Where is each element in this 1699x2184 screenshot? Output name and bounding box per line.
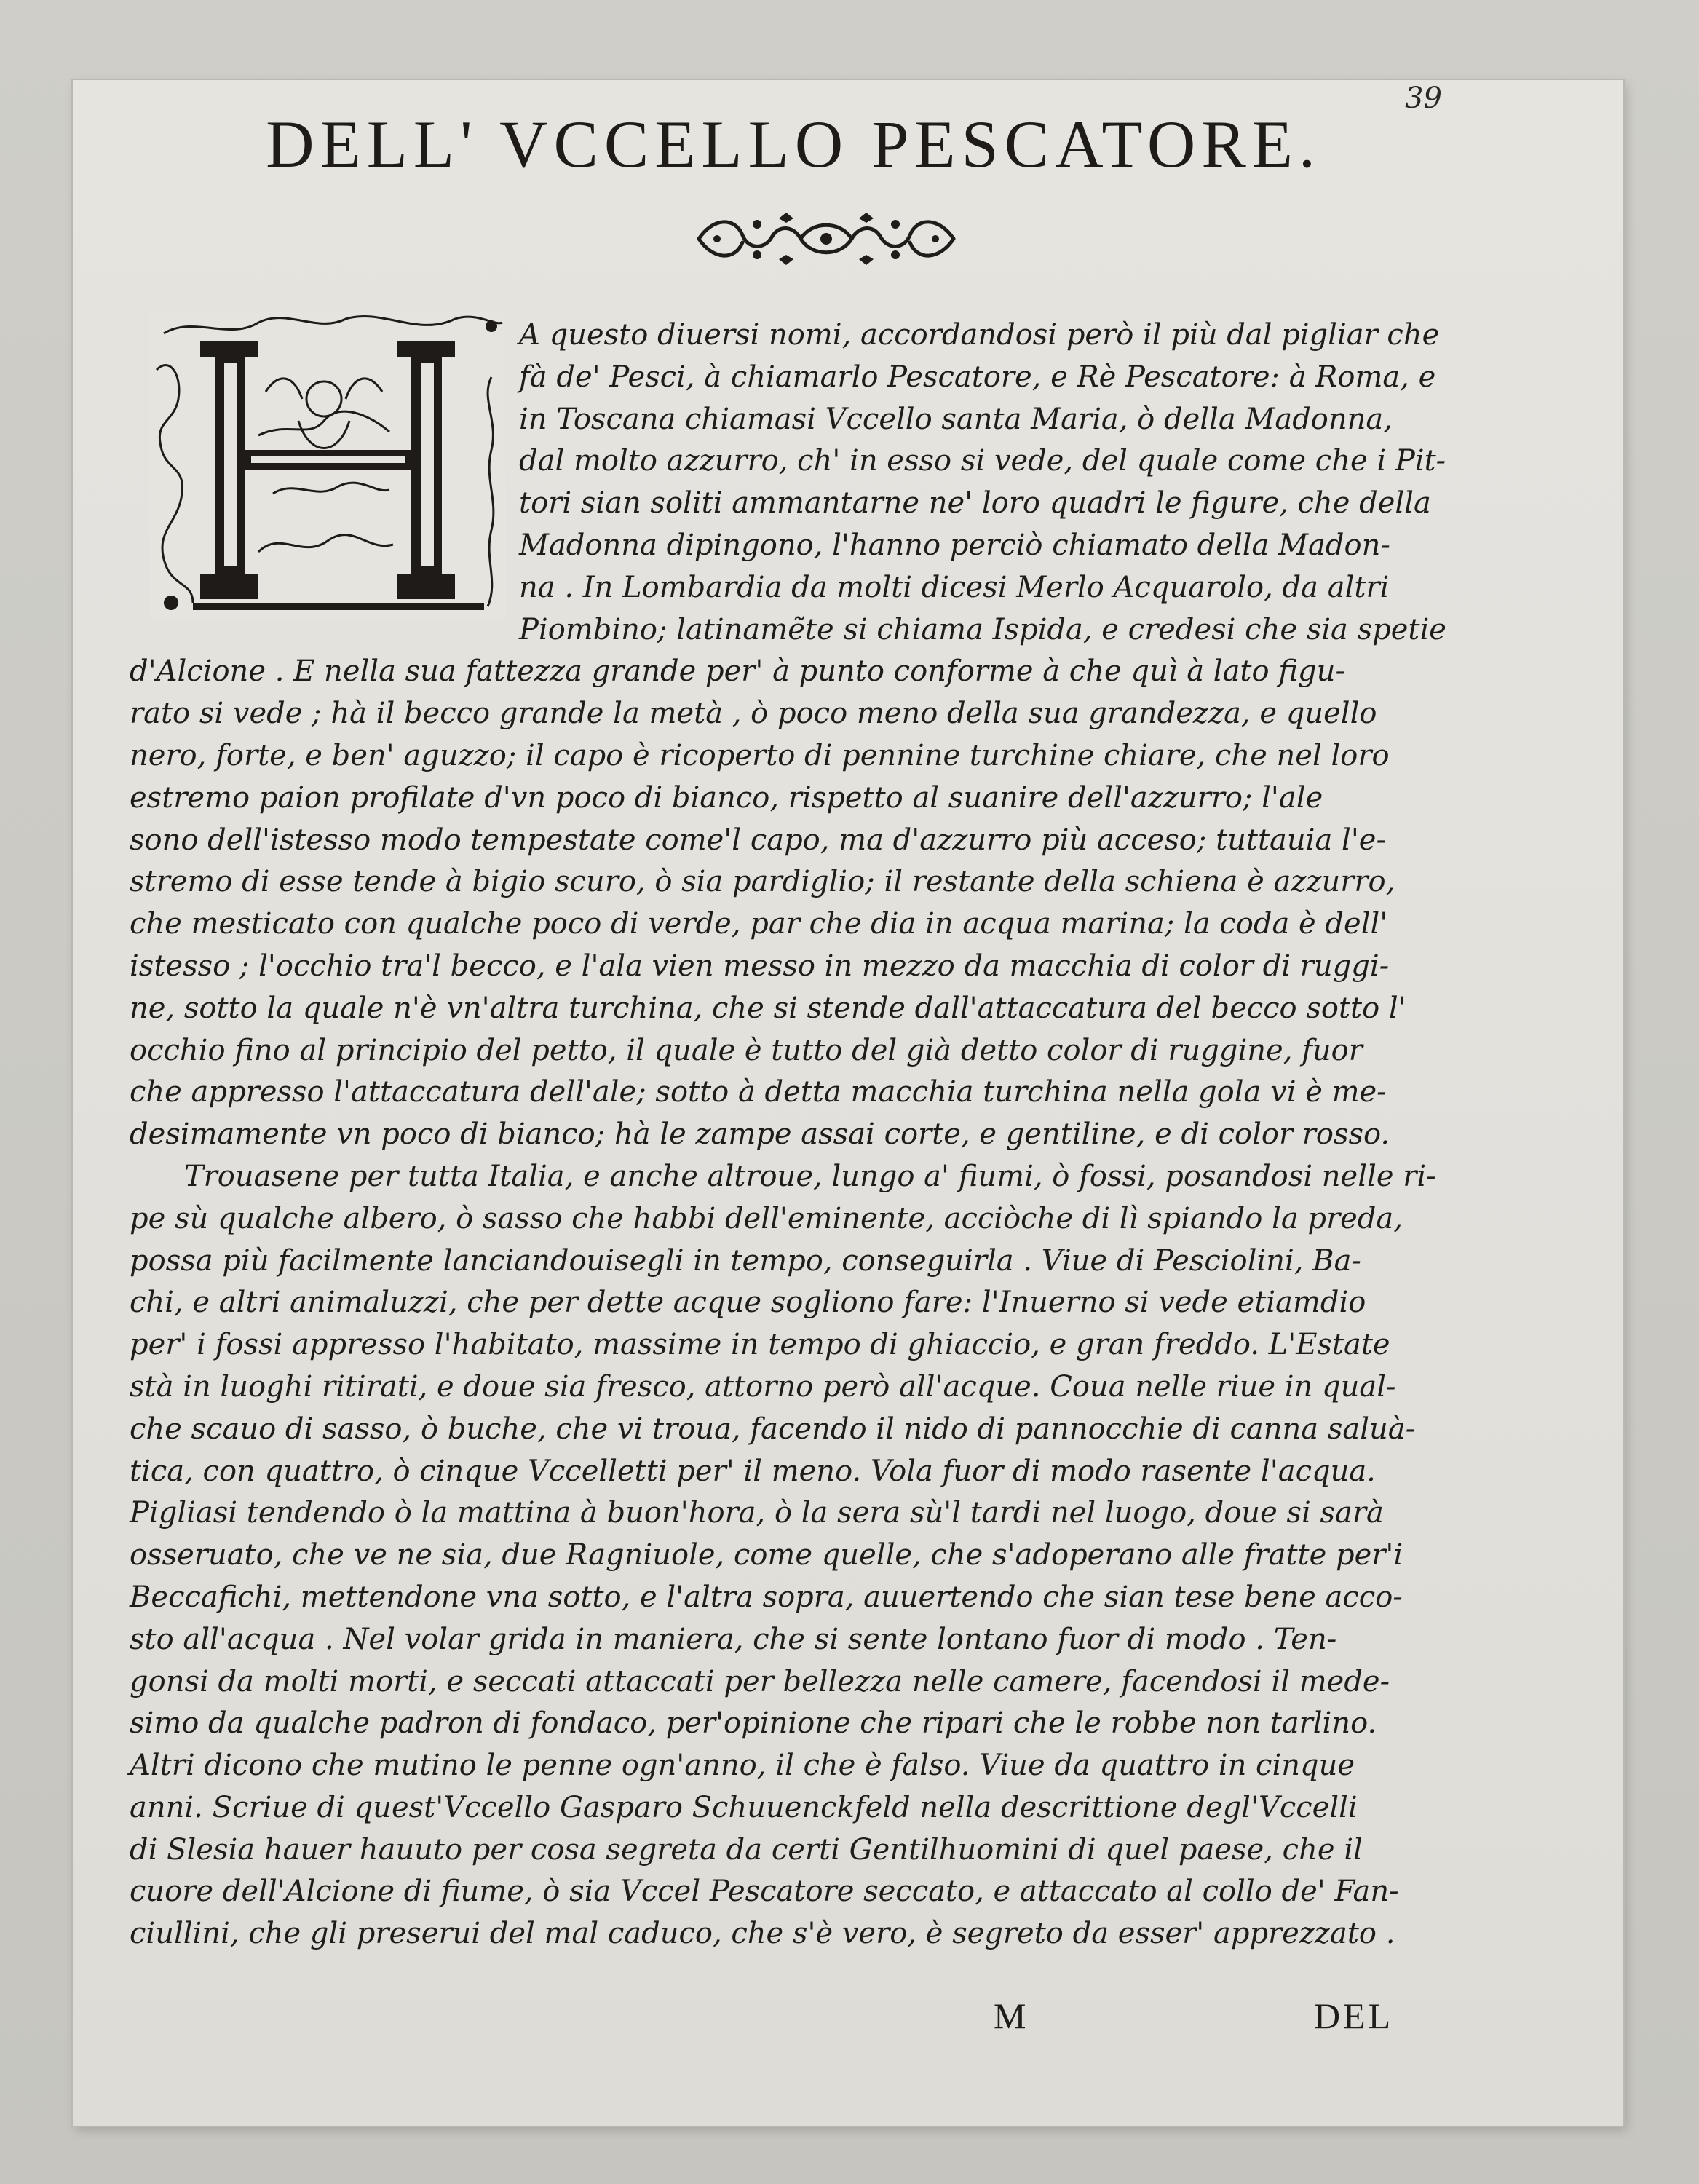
- text-line: istesso ; l'occhio tra'l becco, e l'ala vien messo in mezzo da macchia di color di ruggi-: [130, 949, 1390, 983]
- text-line: Trouasene per tutta Italia, e anche altroue, lungo a' fiumi, ò fossi, posandosi nelle ri-: [184, 1159, 1436, 1193]
- text-line: rato si vede ; hà il becco grande la metà , ò poco meno della sua grandezza, e quello: [130, 697, 1377, 731]
- catchword: DEL: [1314, 1995, 1394, 2036]
- text-line: desimamente vn poco di bianco; hà le zampe assai corte, e gentiline, e di color rosso.: [130, 1117, 1390, 1152]
- text-line: na . In Lombardia da molti dicesi Merlo Acquarolo, da altri: [519, 570, 1390, 604]
- ornament-icon: [684, 210, 968, 268]
- text-line: fà de' Pesci, à chiamarlo Pescatore, e Rè Pescatore: à Roma, e: [519, 360, 1436, 394]
- text-line: chi, e altri animaluzzi, che per dette acque sogliono fare: l'Inuerno si vede etiamdio: [130, 1286, 1366, 1320]
- text-line: per' i fossi appresso l'habitato, massime in tempo di ghiaccio, e gran freddo. L'Estate: [130, 1328, 1390, 1362]
- text-line: d'Alcione . E nella sua fattezza grande per' à punto conforme à che quì à lato figu-: [130, 654, 1345, 689]
- text-line: pe sù qualche albero, ò sasso che habbi dell'eminente, acciòche di lì spiando la preda,: [130, 1201, 1403, 1235]
- text-line: dal molto azzurro, ch' in esso si vede, del quale come che i Pit-: [519, 444, 1446, 478]
- text-line: estremo paion profilate d'vn poco di bianco, rispetto al suanire dell'azzurro; l'ale: [130, 780, 1323, 815]
- text-line: sono dell'istesso modo tempestate come'l capo, ma d'azzurro più acceso; tuttauia l'e-: [130, 823, 1386, 857]
- text-line: Pigliasi tendendo ò la mattina à buon'hora, ò la sera sù'l tardi nel luogo, doue si sarà: [130, 1496, 1384, 1530]
- text-line: Beccafichi, mettendone vna sotto, e l'altra sopra, auuertendo che sian tese bene acco-: [130, 1580, 1403, 1614]
- text-line: tica, con quattro, ò cinque Vccelletti per' il meno. Vola fuor di modo rasente l'acqua.: [130, 1454, 1376, 1488]
- text-line: nero, forte, e ben' aguzzo; il capo è ricoperto di pennine turchine chiare, che nel loro: [130, 738, 1390, 772]
- page-number: 39: [1405, 82, 1442, 115]
- text-line: gonsi da molti morti, e seccati attaccati per bellezza nelle camere, facendosi il mede-: [130, 1664, 1390, 1698]
- text-line: ciullini, che gli preserui del mal caduco, che s'è vero, è segreto da esser' apprezzato .: [130, 1917, 1395, 1951]
- text-line: anni. Scriue di quest'Vccello Gasparo Schuuenckfeld nella descrittione degl'Vccelli: [130, 1790, 1358, 1824]
- text-line: stà in luoghi ritirati, e doue sia fresco, attorno però all'acque. Coua nelle riue in qual-: [130, 1369, 1396, 1404]
- text-line: che scauo di sasso, ò buche, che vi troua, facendo il nido di pannocchie di canna saluà-: [130, 1412, 1416, 1446]
- text-line: occhio fino al principio del petto, il quale è tutto del già detto color di ruggine, fuor: [130, 1033, 1363, 1067]
- text-line: stremo di esse tende à bigio scuro, ò sia pardiglio; il restante della schiena è azzurro,: [130, 865, 1395, 899]
- text-line: osseruato, che ve ne sia, due Ragniuole, come quelle, che s'adoperano alle fratte per'i: [130, 1538, 1403, 1572]
- text-line: tori sian soliti ammantarne ne' loro quadri le figure, che della: [519, 486, 1431, 521]
- signature-mark: M: [994, 1995, 1026, 2036]
- text-line: che appresso l'attaccatura dell'ale; sotto à detta macchia turchina nella gola vi è me-: [130, 1075, 1387, 1109]
- text-line: cuore dell'Alcione di fiume, ò sia Vccel Pescatore seccato, e attaccato al collo de' Fan-: [130, 1875, 1399, 1909]
- text-line: A questo diuersi nomi, accordandosi però il più dal pigliar che: [519, 318, 1440, 352]
- text-line: possa più facilmente lanciandouisegli in tempo, conseguirla . Viue di Pesciolini, Ba-: [130, 1243, 1361, 1278]
- text-line: ne, sotto la quale n'è vn'altra turchina, che si stende dall'attaccatura del becco sotto l': [130, 991, 1406, 1025]
- page-title: DELL' VCCELLO PESCATORE.: [266, 107, 1321, 181]
- text-line: Piombino; latinamẽte si chiama Ispida, e credesi che sia spetie: [519, 612, 1446, 646]
- body-text: [130, 314, 1489, 1955]
- text-line: che mesticato con qualche poco di verde, par che dia in acqua marina; la coda è dell': [130, 907, 1388, 941]
- text-line: simo da qualche padron di fondaco, per'opinione che ripari che le robbe non tarlino.: [130, 1706, 1377, 1741]
- text-line: Madonna dipingono, l'hanno perciò chiamato della Madon-: [519, 528, 1390, 562]
- text-line: Altri dicono che mutino le penne ogn'anno, il che è falso. Viue da quattro in cinque: [130, 1749, 1355, 1783]
- text-line: in Toscana chiamasi Vccello santa Maria, ò della Madonna,: [519, 402, 1393, 436]
- text-line: di Slesia hauer hauuto per cosa segreta da certi Gentilhuomini di quel paese, che il: [130, 1832, 1363, 1867]
- text-line: sto all'acqua . Nel volar grida in maniera, che si sente lontano fuor di modo . Ten-: [130, 1622, 1337, 1656]
